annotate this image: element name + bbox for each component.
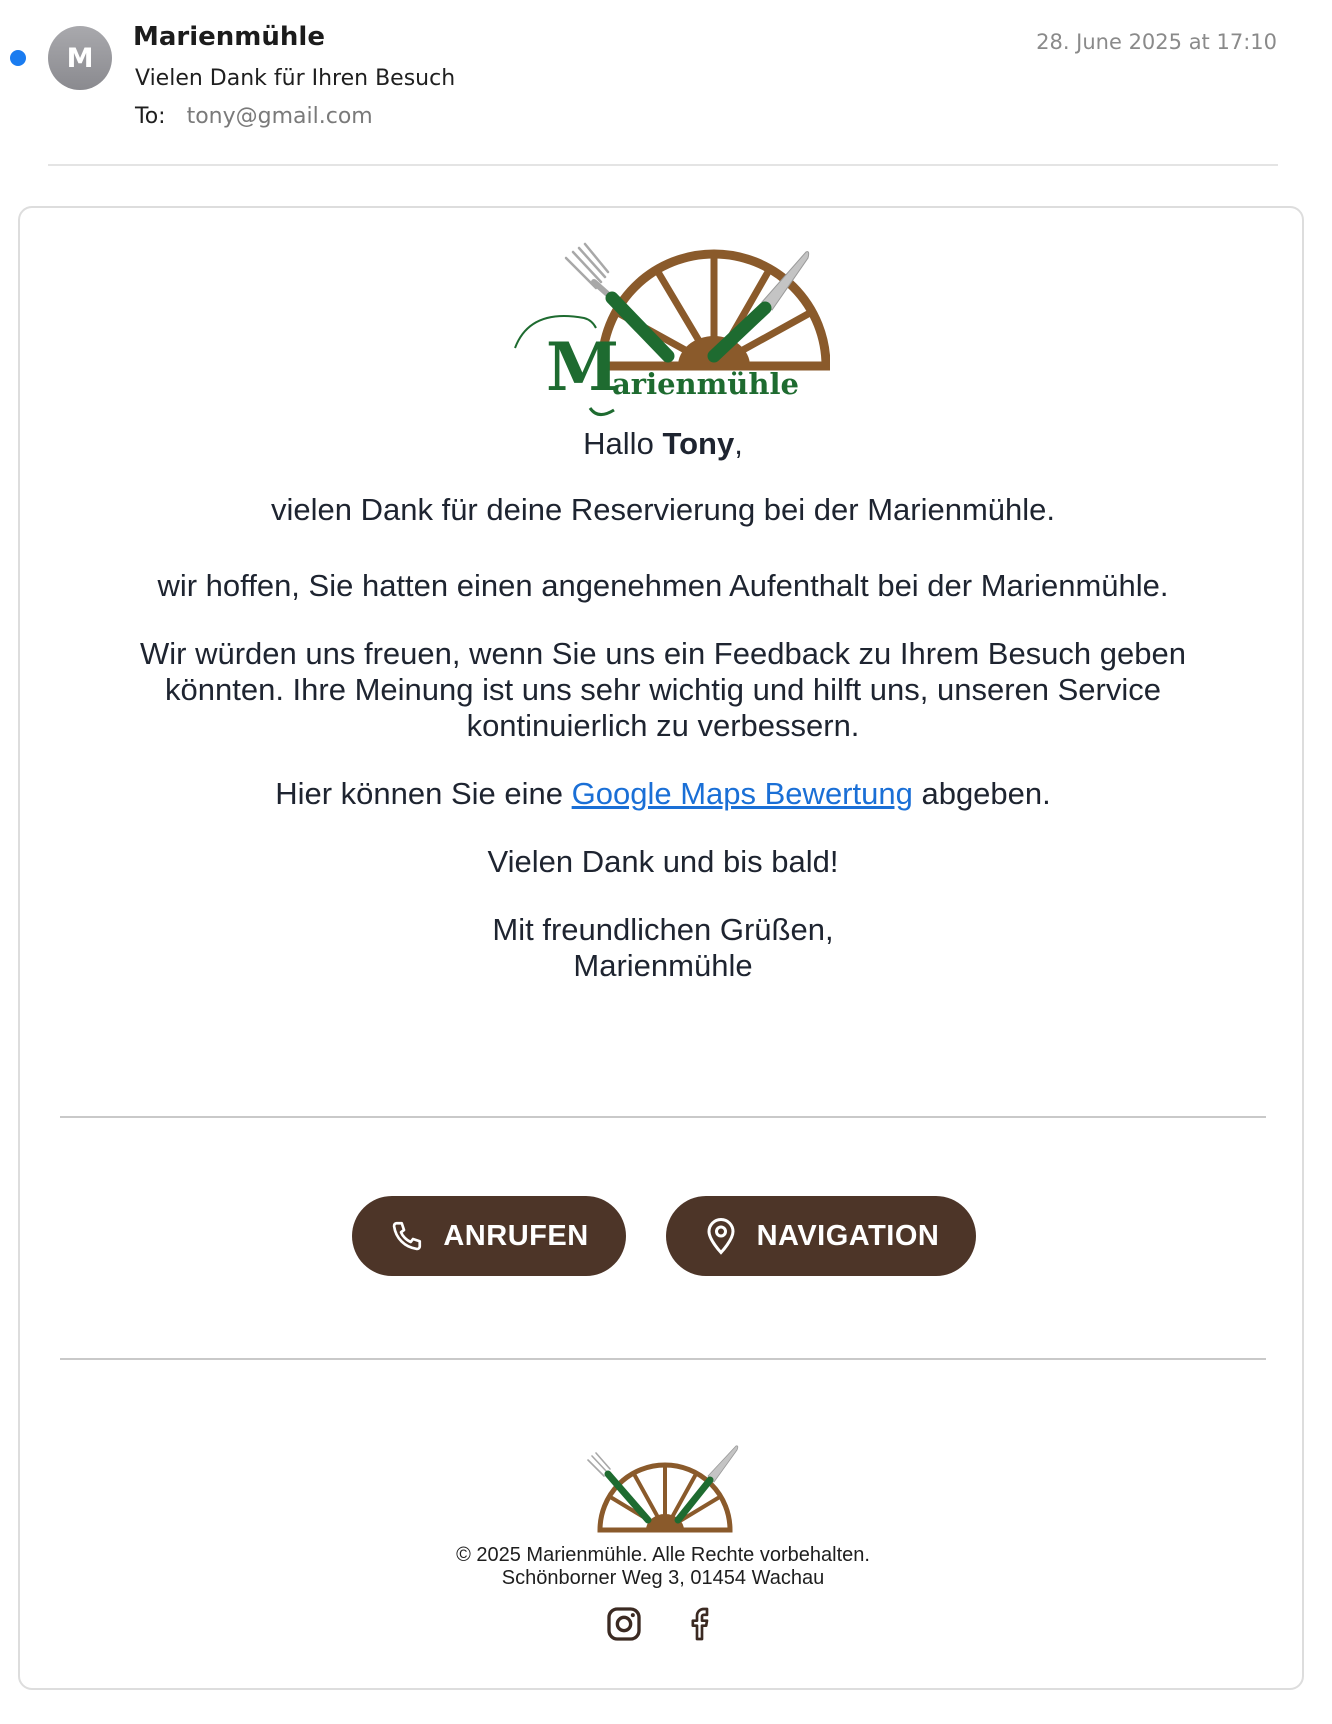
email-date: 28. June 2025 at 17:10 bbox=[1036, 30, 1277, 54]
call-button[interactable] bbox=[352, 1196, 626, 1276]
footer-address: Schönborner Weg 3, 01454 Wachau bbox=[501, 1567, 825, 1589]
navigation-button-label: NAVIGATION bbox=[756, 1219, 940, 1252]
marienmuehle-logo bbox=[510, 238, 830, 438]
email-subject: Vielen Dank für Ihren Besuch bbox=[135, 66, 456, 91]
review-prefix: Hier können Sie eine bbox=[275, 776, 572, 811]
instagram-icon[interactable] bbox=[604, 1604, 644, 1644]
location-pin-icon bbox=[703, 1216, 739, 1256]
hope-text: wir hoffen, Sie hatten einen angenehmen Aufenthalt bei der Marienmühle. bbox=[157, 568, 1169, 603]
sender-avatar: M bbox=[48, 26, 112, 90]
regards-text: Mit freundlichen Grüßen, bbox=[492, 912, 834, 947]
facebook-icon[interactable] bbox=[682, 1604, 722, 1644]
thanks-text: vielen Dank für deine Reservierung bei der Marienmühle. bbox=[270, 492, 1056, 527]
review-suffix: abgeben. bbox=[912, 776, 1051, 811]
recipient-row bbox=[135, 104, 373, 129]
svg-text:M: M bbox=[546, 328, 620, 406]
google-maps-review-link[interactable]: Google Maps Bewertung bbox=[571, 776, 913, 811]
email-body-card bbox=[18, 206, 1304, 1690]
recipient-name: Tony bbox=[662, 426, 735, 461]
svg-text:arienmühle: arienmühle bbox=[612, 367, 799, 401]
footer-copyright: © 2025 Marienmühle. Alle Rechte vorbehalten. bbox=[456, 1544, 870, 1566]
navigation-button[interactable] bbox=[666, 1196, 976, 1276]
closing-text: Vielen Dank und bis bald! bbox=[487, 844, 839, 879]
greeting bbox=[80, 426, 1246, 462]
feedback-text: Wir würden uns freuen, wenn Sie uns ein Feedback zu Ihrem Besuch geben könnten. Ihre Meinung ist uns sehr wichtig und hilft uns, unseren Service kontinuierlich zu verbessern. bbox=[140, 636, 1186, 743]
marienmuehle-logo-small bbox=[580, 1438, 750, 1534]
unread-indicator bbox=[10, 50, 26, 66]
call-button-label: ANRUFEN bbox=[443, 1219, 589, 1252]
review-text bbox=[80, 776, 1246, 812]
section-divider bbox=[60, 1116, 1266, 1118]
greeting-prefix: Hallo bbox=[583, 426, 663, 461]
greeting-suffix: , bbox=[734, 426, 743, 461]
to-label: To: bbox=[135, 104, 166, 129]
signature-text: Marienmühle bbox=[573, 948, 753, 983]
header-divider bbox=[48, 164, 1278, 166]
footer-divider bbox=[60, 1358, 1266, 1360]
phone-icon bbox=[389, 1218, 425, 1254]
recipient-email[interactable]: tony@gmail.com bbox=[186, 104, 373, 129]
sender-name[interactable]: Marienmühle bbox=[133, 22, 325, 52]
